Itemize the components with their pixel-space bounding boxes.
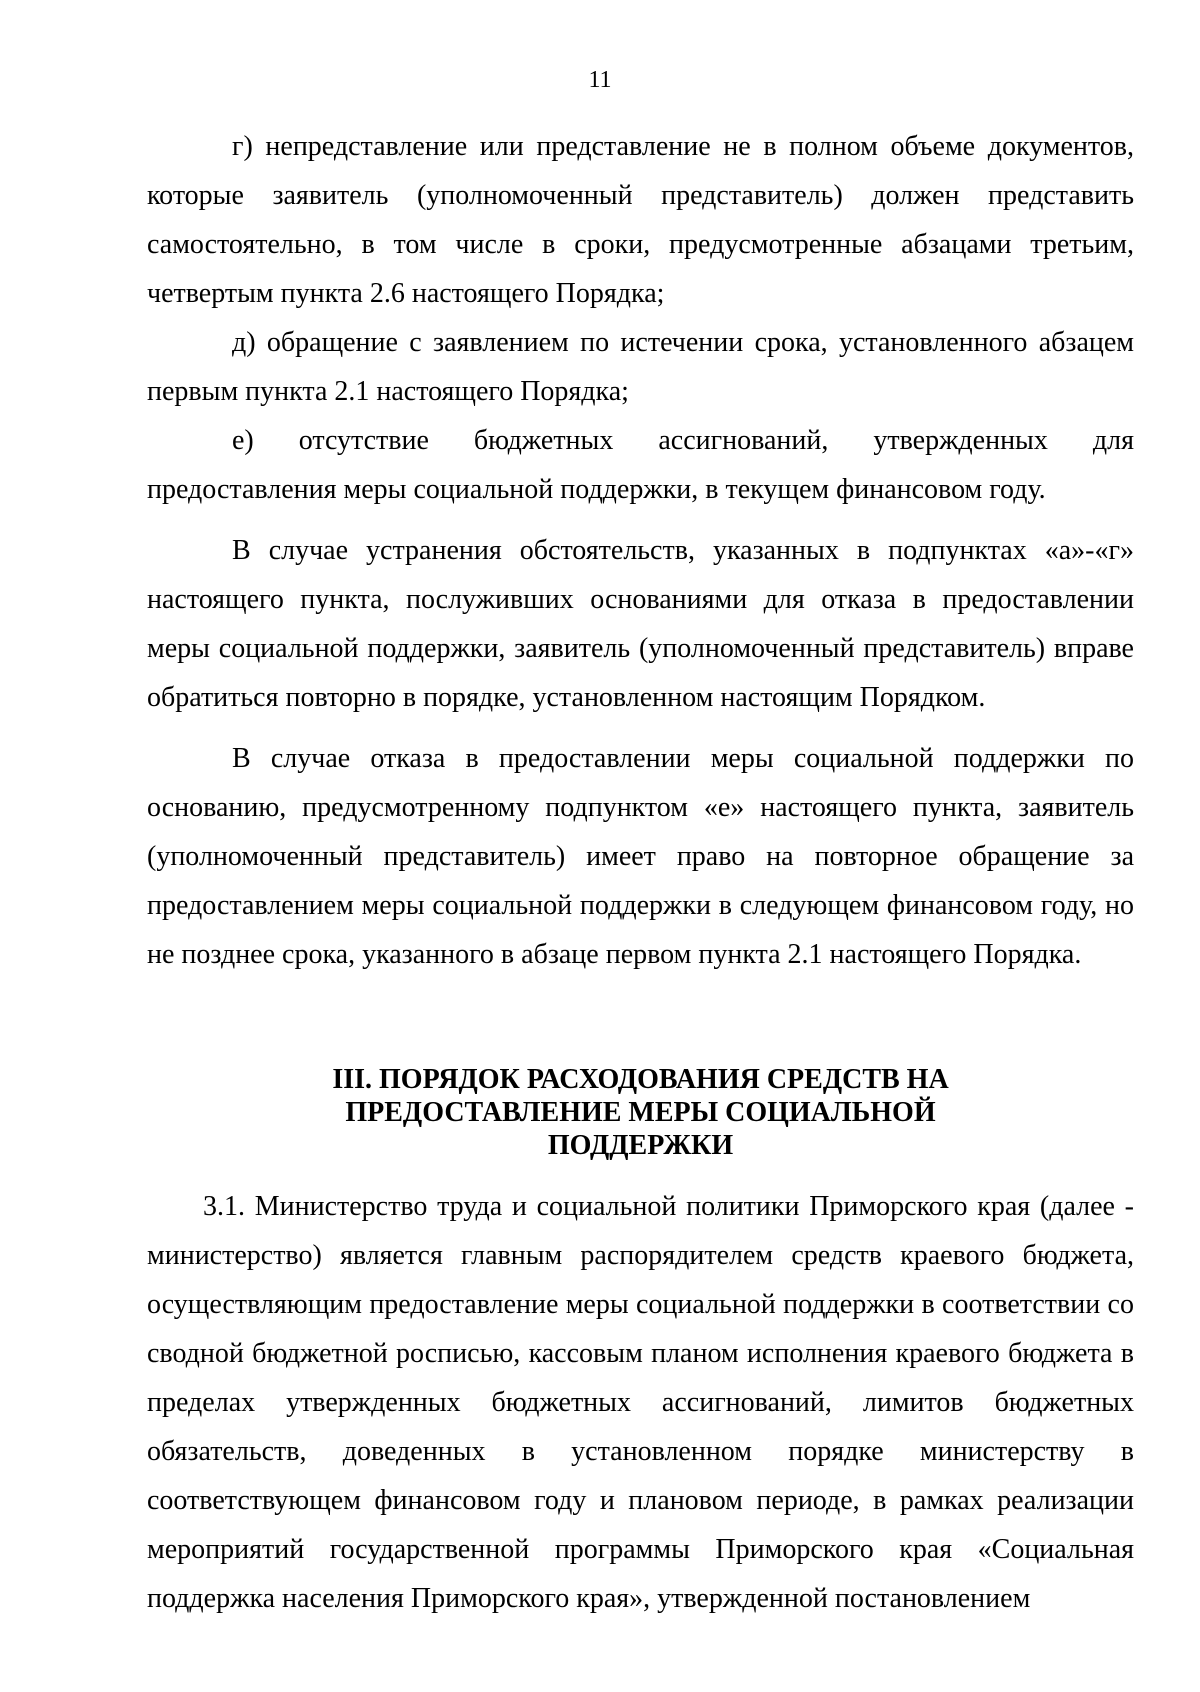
paragraph-item-d: д) обращение с заявлением по истечении срока, установленного абзацем первым пункта 2.1 настоящего Порядка; [147,327,1134,407]
paragraph-refusal: В случае отказа в предоставлении меры социальной поддержки по основанию, предусмотренному подпунктом «е» настоящего пункта, заявитель (уполномоченный представитель) имеет право на повторное обращение за предоставлением меры социальной поддержки в следующем финансовом году, но не позднее срока, указанного в абзаце первом пункта 2.1 настоящего Порядка. [147,743,1134,970]
section-heading-line-1: III. ПОРЯДОК РАСХОДОВАНИЯ СРЕДСТВ НА [332,1064,949,1095]
page-number: 11 [588,67,612,93]
section-heading [147,1063,1134,1162]
document-body [147,122,1134,979]
paragraph-3-1: 3.1. Министерство труда и социальной политики Приморского края (далее - министерство) является главным распорядителем средств краевого бюджета, осуществляющим предоставление меры социальной поддержки в соответствии со сводной бюджетной росписью, кассовым планом исполнения краевого бюджета в пределах утвержденных бюджетных ассигнований, лимитов бюджетных обязательств, доведенных в установленном порядке министерству в соответствующем финансовом году и плановом периоде, в рамках реализации мероприятий государственной программы Приморского края «Социальная поддержка населения Приморского края», утвержденной постановлением [147,1191,1134,1614]
section-heading-line-2: ПРЕДОСТАВЛЕНИЕ МЕРЫ СОЦИАЛЬНОЙ [345,1097,936,1128]
paragraph-item-e: е) отсутствие бюджетных ассигнований, утвержденных для предоставления меры социальной поддержки, в текущем финансовом году. [147,425,1134,505]
paragraph-item-g: г) непредставление или представление не в полном объеме документов, которые заявитель (уполномоченный представитель) должен представить самостоятельно, в том числе в сроки, предусмотренные абзацами третьим, четвертым пункта 2.6 настоящего Порядка; [147,131,1134,309]
section-heading-line-3: ПОДДЕРЖКИ [547,1130,734,1161]
paragraph-resubmission: В случае устранения обстоятельств, указанных в подпунктах «а»-«г» настоящего пункта, послуживших основаниями для отказа в предоставлении меры социальной поддержки, заявитель (уполномоченный представитель) вправе обратиться повторно в порядке, установленном настоящим Порядком. [147,535,1134,713]
section-body [147,1182,1134,1623]
